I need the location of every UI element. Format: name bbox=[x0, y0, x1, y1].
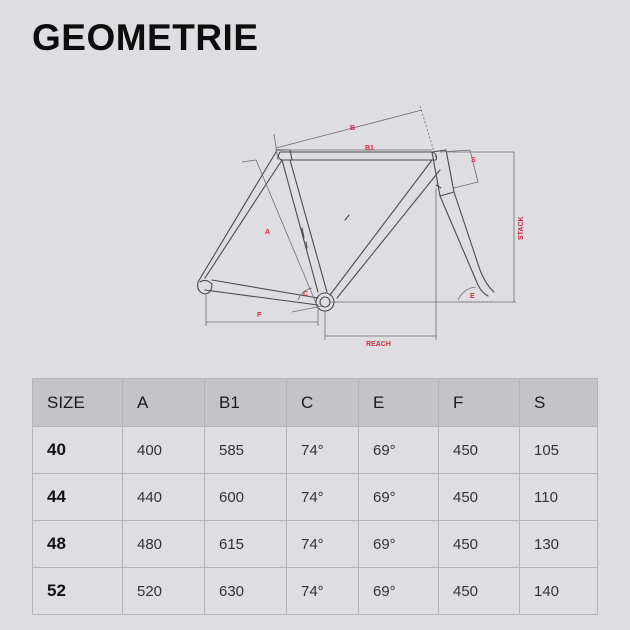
cell-s: 110 bbox=[520, 474, 598, 521]
cell-a: 480 bbox=[123, 521, 205, 568]
label-stack: STACK bbox=[518, 216, 525, 240]
frame-geometry-diagram bbox=[0, 95, 630, 355]
cell-f: 450 bbox=[439, 427, 520, 474]
page-title: GEOMETRIE bbox=[32, 17, 259, 58]
label-c: C bbox=[303, 291, 309, 298]
cell-f: 450 bbox=[439, 568, 520, 615]
seat-tube bbox=[282, 160, 327, 292]
cell-e: 69° bbox=[359, 568, 439, 615]
cell-e: 69° bbox=[359, 427, 439, 474]
cell-c: 74° bbox=[287, 474, 359, 521]
top-tube bbox=[278, 152, 436, 160]
fork bbox=[440, 192, 494, 296]
cell-c: 74° bbox=[287, 521, 359, 568]
header-a: A bbox=[123, 379, 205, 427]
cell-f: 450 bbox=[439, 521, 520, 568]
cell-b1: 600 bbox=[205, 474, 287, 521]
header-e: E bbox=[359, 379, 439, 427]
cell-size: 48 bbox=[33, 521, 123, 568]
cell-a: 440 bbox=[123, 474, 205, 521]
cell-b1: 585 bbox=[205, 427, 287, 474]
label-e: E bbox=[470, 293, 475, 300]
header-s: S bbox=[520, 379, 598, 427]
table-header-row bbox=[33, 379, 598, 427]
label-f: F bbox=[257, 312, 262, 319]
dimension-s-line bbox=[440, 150, 478, 188]
table-row bbox=[33, 427, 598, 474]
header-f: F bbox=[439, 379, 520, 427]
cell-b1: 615 bbox=[205, 521, 287, 568]
label-a: A bbox=[265, 229, 271, 236]
cell-f: 450 bbox=[439, 474, 520, 521]
cell-c: 74° bbox=[287, 568, 359, 615]
cell-b1: 630 bbox=[205, 568, 287, 615]
cell-size: 52 bbox=[33, 568, 123, 615]
cell-s: 140 bbox=[520, 568, 598, 615]
cell-e: 69° bbox=[359, 474, 439, 521]
cell-a: 400 bbox=[123, 427, 205, 474]
table-row bbox=[33, 568, 598, 615]
frame-geometry-svg bbox=[0, 95, 630, 355]
down-tube bbox=[330, 160, 440, 298]
cell-s: 130 bbox=[520, 521, 598, 568]
header-b1: B1 bbox=[205, 379, 287, 427]
label-reach: REACH bbox=[366, 341, 391, 348]
cell-e: 69° bbox=[359, 521, 439, 568]
cell-a: 520 bbox=[123, 568, 205, 615]
table-row bbox=[33, 521, 598, 568]
geometry-table bbox=[32, 378, 598, 615]
label-b: B bbox=[350, 125, 356, 132]
cell-size: 40 bbox=[33, 427, 123, 474]
label-b1: B1 bbox=[365, 145, 374, 152]
dimension-b-line bbox=[276, 110, 422, 148]
chain-stay bbox=[205, 280, 318, 305]
cell-s: 105 bbox=[520, 427, 598, 474]
seat-stay bbox=[198, 152, 282, 282]
label-s: S bbox=[471, 157, 476, 164]
table-row bbox=[33, 474, 598, 521]
rear-dropout bbox=[198, 280, 212, 294]
header-c: C bbox=[287, 379, 359, 427]
cell-c: 74° bbox=[287, 427, 359, 474]
header-size: SIZE bbox=[33, 379, 123, 427]
cell-size: 44 bbox=[33, 474, 123, 521]
